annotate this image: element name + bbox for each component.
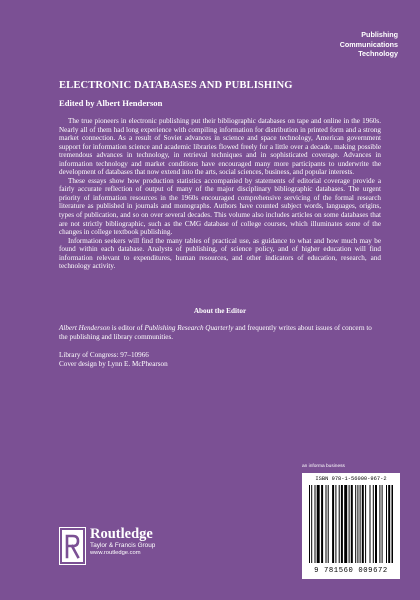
barcode-number: 9 781560 009672 <box>314 567 388 575</box>
blurb-paragraph: Information seekers will find the many tables of practical use, as guidance to what and how much may be found within each database. Analysts of publishing, of science policy, and of higher education will find information relevant to expenditures, human resources, and other indicators of education, research, and technology activity. <box>59 236 381 271</box>
publisher-name: Routledge <box>90 526 153 542</box>
editor-name: Albert Henderson <box>59 324 110 332</box>
informa-tagline: an informa business <box>302 464 345 469</box>
about-text-part: is editor of <box>109 324 145 332</box>
publisher-text <box>90 527 155 557</box>
publication-meta <box>59 351 309 368</box>
barcode-panel <box>302 473 400 579</box>
routledge-logo-icon <box>59 527 86 565</box>
publisher-imprint: Taylor & Francis Group <box>90 542 156 549</box>
library-of-congress: Library of Congress: 97–10966 <box>59 351 149 359</box>
about-editor-heading: About the Editor <box>193 307 247 315</box>
book-title: ELECTRONIC DATABASES AND PUBLISHING <box>59 80 293 91</box>
series-item: Publishing <box>361 30 398 39</box>
about-editor-text <box>59 324 381 341</box>
publisher-logo <box>59 527 155 565</box>
publisher-website: www.routledge.com <box>90 550 141 556</box>
barcode-icon <box>309 485 393 563</box>
blurb-paragraph: These essays show how production statistics accompanied by statements of editorial coverage provide a fairly accurate reflection of output of many of the major disciplinary bibliographic databases. The urgent priority of information resources in the 1960s encouraged comprehensive servicing of the formal research literature as published in journals and monographs. Authors have counted subject words, languages, origins, types of publication, and so on over several decades. This volume also includes articles on some databases that are not strictly bibliographic, such as the CMG database of college courses, which illuminates some of the changes in college textbook publishing. <box>59 176 381 237</box>
series-item: Technology <box>358 49 398 58</box>
series-list <box>340 30 398 59</box>
journal-title: Publishing Research Quarterly <box>144 324 234 332</box>
editor-credit: Edited by Albert Henderson <box>59 98 163 108</box>
cover-design-credit: Cover design by Lynn E. McPhearson <box>59 359 168 368</box>
blurb-paragraph: The true pioneers in electronic publishing put their bibliographic databases on tape and online in the 1960s. Nearly all of them had long experience with compiling information for distribution in printed form and a strong market connection. As a result of Soviet advances in science and space technology, American government support for information science and academic libraries flowed freely for a little over a decade, making possible tremendous advances in technology, in retrieval techniques and in sophisticated coverage. Advances in information technology and market conditions have encouraged many more participants to underwrite the development of databases that now extend into the arts, social sciences, business, and popular interests. <box>59 117 381 177</box>
isbn-text: ISBN 978-1-56000-967-2 <box>315 476 387 482</box>
series-item: Communications <box>339 39 398 49</box>
about-text-part: and frequently writes about issues of concern to the publishing and library communities. <box>59 324 372 341</box>
blurb <box>59 117 381 271</box>
